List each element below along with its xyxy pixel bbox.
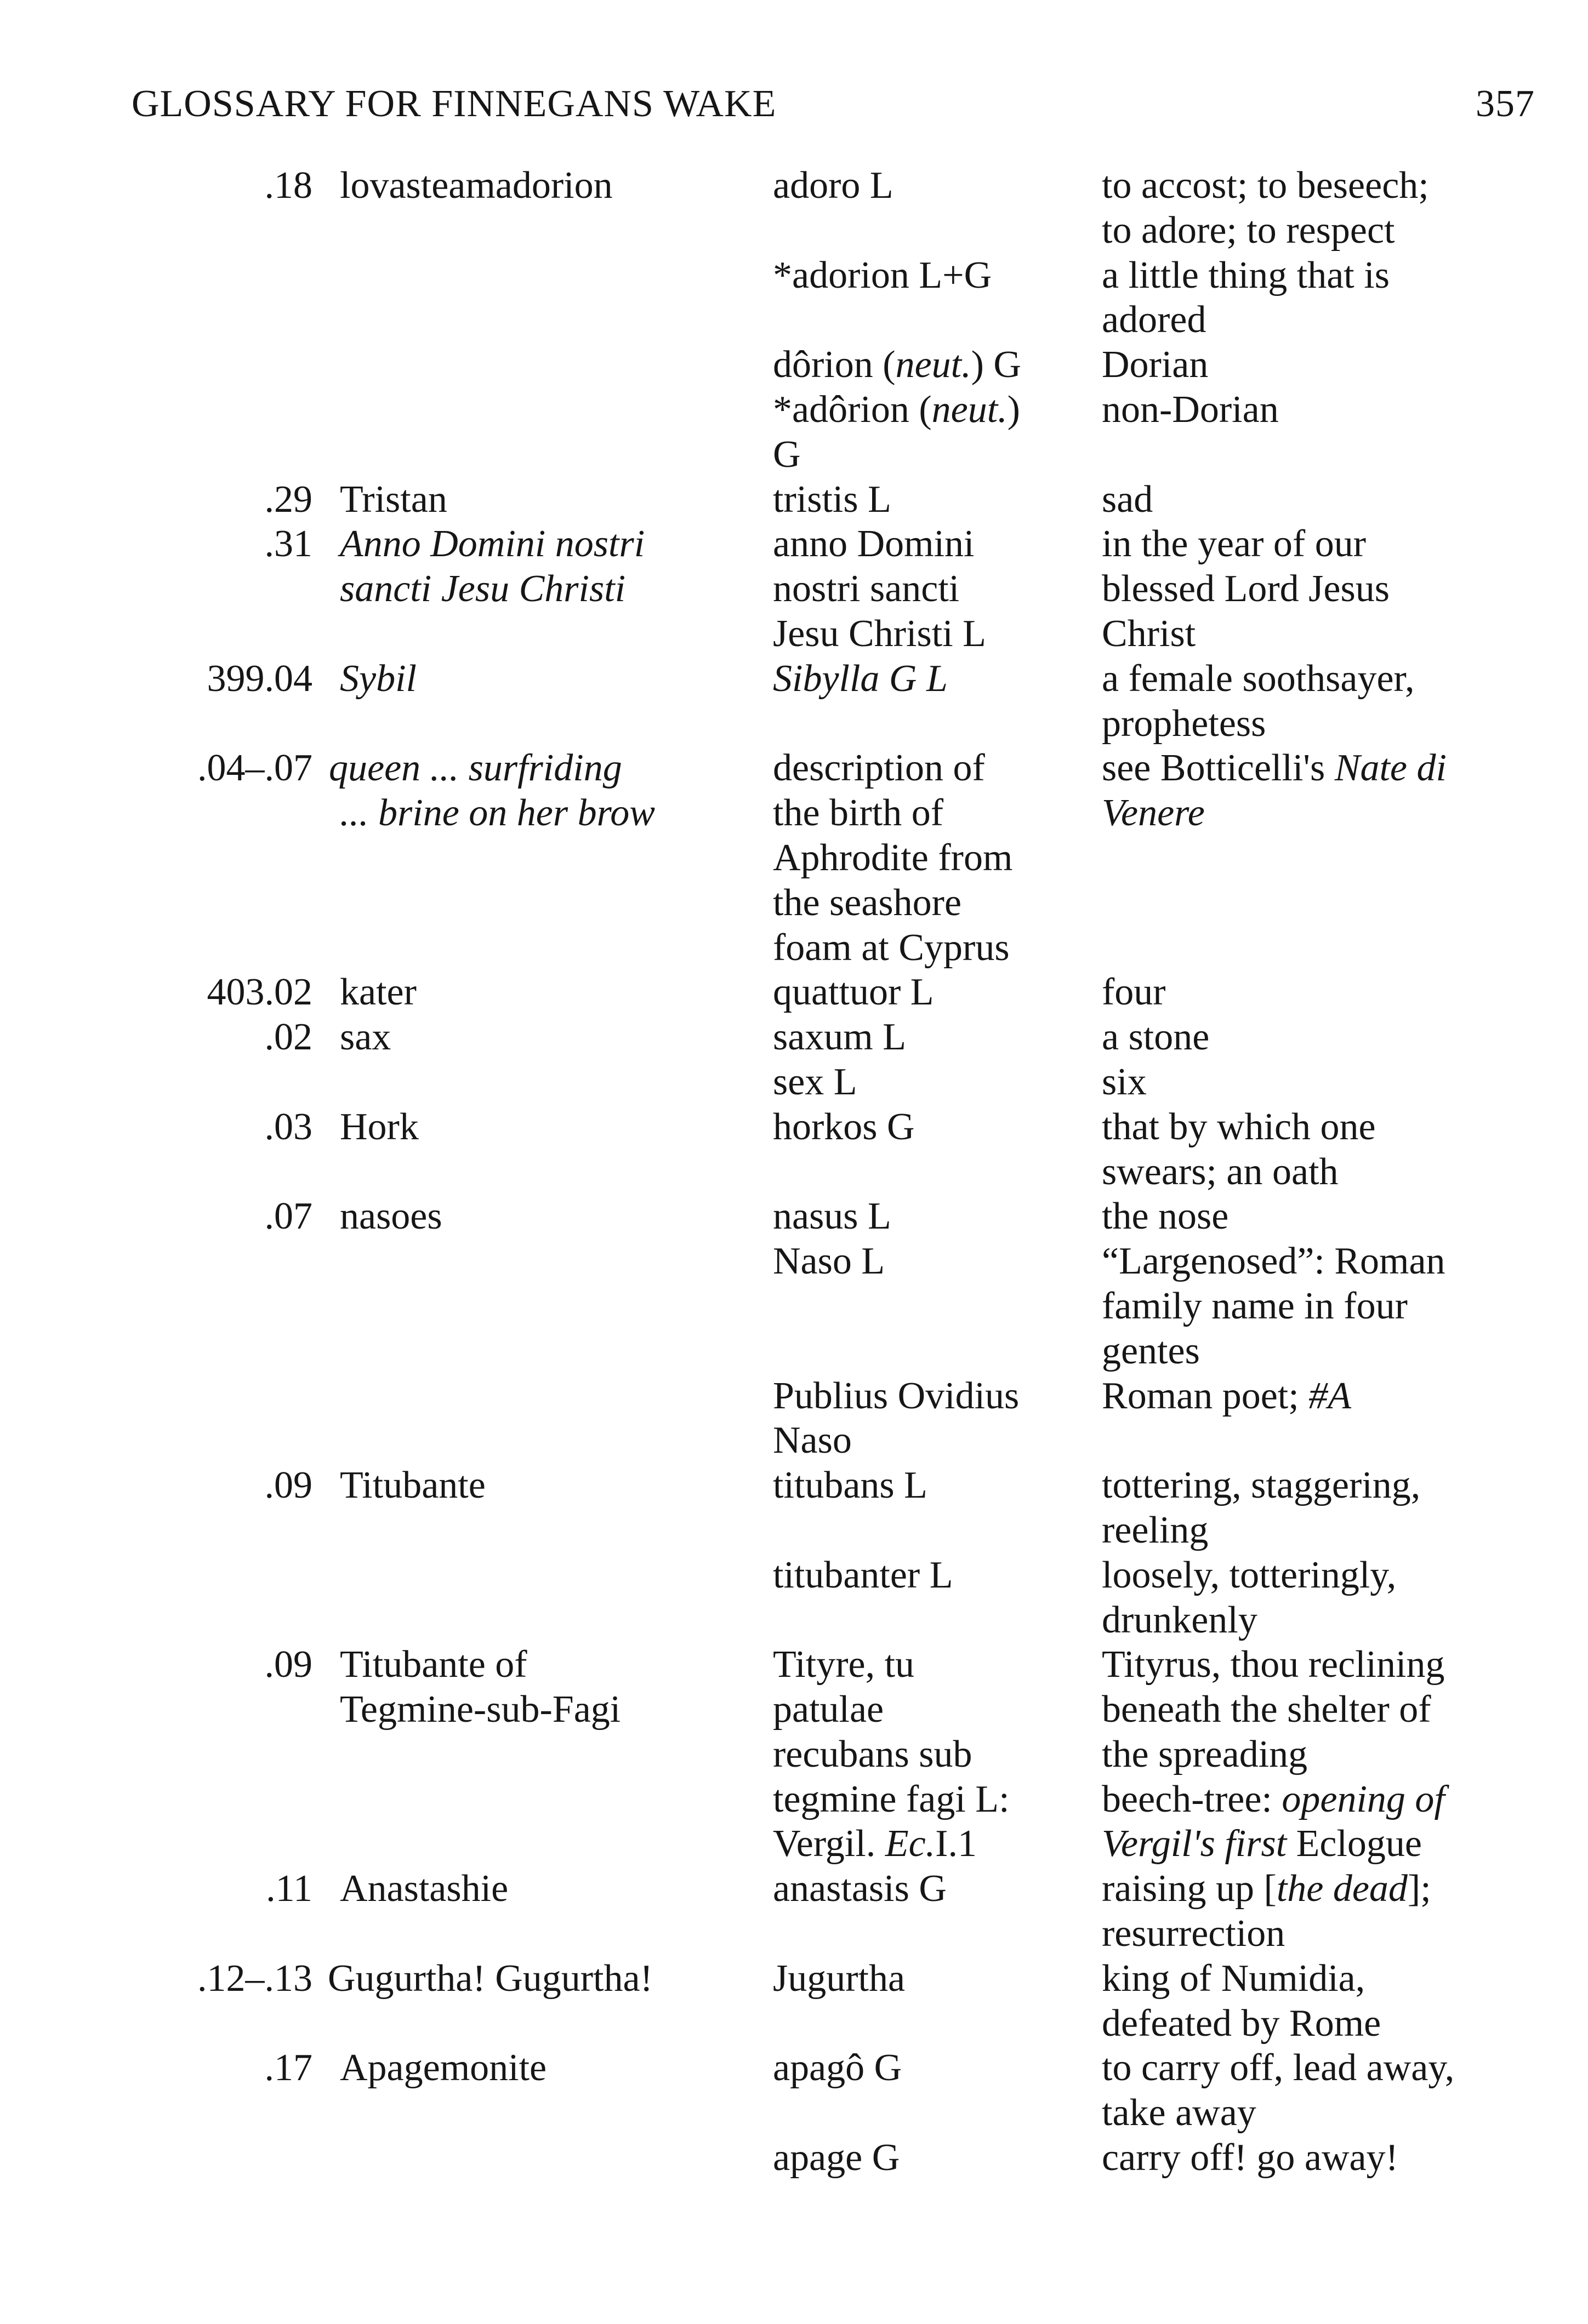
gloss [773, 1060, 1546, 1105]
gloss-source: apagô G [773, 2047, 902, 2089]
entry-reference: .18 [264, 164, 312, 207]
entry-reference: .31 [264, 523, 312, 566]
glossary-entry [110, 477, 1546, 522]
gloss-source: sex L [773, 1060, 857, 1103]
gloss-meaning: to accost; to beseech; to adore; to respect [1102, 164, 1429, 252]
gloss [773, 163, 1546, 253]
gloss-meaning: “Largenosed”: Roman family name in four gentes [1102, 1240, 1445, 1372]
gloss-meaning: in the year of our blessed Lord Jesus Christ [1102, 523, 1390, 655]
glossary-entry [110, 2046, 1546, 2180]
gloss-source: quattuor L [773, 971, 934, 1014]
gloss-source: titubanter L [773, 1554, 953, 1596]
gloss [773, 2135, 1546, 2180]
gloss-meaning: the nose [1102, 1195, 1229, 1238]
gloss-source: description of the birth of Aphrodite from the seashore foam at Cyprus [773, 747, 1013, 969]
gloss-source: nasus L [773, 1195, 891, 1238]
gloss-meaning: to carry off, lead away, take away [1102, 2047, 1455, 2134]
entry-glosses [773, 1866, 1546, 1956]
gloss [773, 1239, 1546, 1373]
entry-glosses [773, 2046, 1546, 2180]
gloss [773, 1553, 1546, 1643]
entry-reference: .12–.13 [197, 1957, 312, 2000]
entry-word: Apagemonite [340, 2047, 547, 2089]
gloss-source: dôrion (neut.) G [773, 344, 1021, 386]
gloss-meaning: see Botticelli's Nate di Venere [1102, 747, 1447, 835]
glossary-entry [110, 163, 1546, 477]
glossary-entries [110, 163, 1546, 2180]
entry-word: Hork [340, 1105, 419, 1148]
entry-reference: .04–.07 [197, 747, 312, 790]
entry-word: Sybil [340, 657, 417, 700]
gloss [773, 970, 1546, 1015]
entry-glosses [773, 1956, 1546, 2046]
gloss-source: Publius Ovidius Naso [773, 1374, 1020, 1462]
entry-reference: .02 [264, 1016, 312, 1059]
gloss [773, 1956, 1546, 2046]
gloss-meaning: four [1102, 971, 1166, 1014]
glossary-entry [110, 1642, 1546, 1866]
entry-word: Gugurtha! Gugurtha! [328, 1957, 653, 2000]
gloss [773, 1015, 1546, 1060]
gloss [773, 1463, 1546, 1553]
glossary-entry [110, 1956, 1546, 2046]
entry-reference: 403.02 [207, 971, 312, 1014]
gloss-source: titubans L [773, 1464, 927, 1507]
entry-glosses [773, 656, 1546, 746]
gloss-source: anno Domini nostri sancti Jesu Christi L [773, 523, 986, 655]
gloss-source: *adôrion (neut.) G [773, 388, 1020, 476]
gloss-meaning: Tityrus, thou reclining beneath the shelter of the spreading beech-tree: opening of Vergil's first Eclogue [1102, 1643, 1445, 1865]
entry-reference: .07 [264, 1195, 312, 1238]
gloss-meaning: that by which one swears; an oath [1102, 1105, 1376, 1193]
gloss [773, 2046, 1546, 2135]
glossary-entry [110, 656, 1546, 746]
entry-glosses [773, 746, 1546, 970]
gloss [773, 656, 1546, 746]
entry-word: nasoes [340, 1195, 442, 1238]
glossary-entry [110, 1015, 1546, 1105]
entry-reference: 399.04 [207, 657, 312, 700]
gloss-meaning: raising up [the dead]; resurrection [1102, 1868, 1431, 1955]
gloss-source: anastasis G [773, 1868, 947, 1910]
glossary-entry [110, 1105, 1546, 1195]
gloss-source: *adorion L+G [773, 254, 992, 296]
gloss-meaning: non-Dorian [1102, 388, 1279, 431]
entry-glosses [773, 1105, 1546, 1195]
gloss-source: adoro L [773, 164, 893, 207]
gloss-meaning: a little thing that is adored [1102, 254, 1390, 341]
entry-word: Anastashie [340, 1868, 509, 1910]
gloss [773, 522, 1546, 656]
gloss-source: tristis L [773, 478, 891, 521]
glossary-entry [110, 522, 1546, 656]
entry-glosses [773, 1194, 1546, 1463]
gloss-meaning: six [1102, 1060, 1147, 1103]
entry-word: sax [340, 1016, 391, 1059]
gloss-source: saxum L [773, 1016, 907, 1059]
gloss-source: Jugurtha [773, 1957, 906, 2000]
entry-reference: .09 [264, 1643, 312, 1686]
gloss [773, 1866, 1546, 1956]
glossary-entry [110, 1463, 1546, 1642]
entry-word: Anno Domini nostri sancti Jesu Christi [340, 523, 645, 610]
gloss-meaning: tottering, staggering, reeling [1102, 1464, 1421, 1551]
entry-word: Titubante of Tegmine-sub-Fagi [340, 1643, 621, 1731]
entry-word: Tristan [340, 478, 447, 521]
book-title: GLOSSARY FOR FINNEGANS WAKE [132, 83, 777, 125]
entry-glosses [773, 1642, 1546, 1866]
glossary-entry [110, 1194, 1546, 1463]
gloss-meaning: Roman poet; #A [1102, 1374, 1351, 1417]
gloss-source: apage G [773, 2137, 900, 2179]
gloss [773, 1194, 1546, 1239]
entry-glosses [773, 970, 1546, 1015]
entry-word: lovasteamadorion [340, 164, 613, 207]
entry-reference: .09 [264, 1464, 312, 1507]
entry-glosses [773, 477, 1546, 522]
glossary-entry [110, 746, 1546, 970]
gloss [773, 1374, 1546, 1464]
gloss-meaning: Dorian [1102, 344, 1209, 386]
gloss-source: Naso L [773, 1240, 885, 1283]
entry-glosses [773, 1015, 1546, 1105]
entry-reference: .29 [264, 478, 312, 521]
gloss-meaning: sad [1102, 478, 1153, 521]
glossary-entry [110, 970, 1546, 1015]
gloss-source: Sibylla G L [773, 657, 948, 700]
entry-word: Titubante [340, 1464, 486, 1507]
gloss [773, 477, 1546, 522]
gloss-source: horkos G [773, 1105, 915, 1148]
gloss [773, 387, 1546, 477]
gloss-meaning: carry off! go away! [1102, 2137, 1398, 2179]
entry-reference: .17 [264, 2047, 312, 2089]
gloss [773, 253, 1546, 343]
gloss [773, 1642, 1546, 1866]
gloss-meaning: a female soothsayer, prophetess [1102, 657, 1415, 745]
gloss [773, 746, 1546, 970]
gloss-meaning: loosely, totteringly, drunkenly [1102, 1554, 1397, 1641]
entry-glosses [773, 1463, 1546, 1642]
page-number: 357 [1476, 83, 1535, 125]
gloss [773, 1105, 1546, 1195]
glossary-entry [110, 1866, 1546, 1956]
entry-reference: .11 [266, 1868, 312, 1910]
entry-glosses [773, 163, 1546, 477]
entry-word: kater [340, 971, 417, 1014]
gloss [773, 342, 1546, 387]
gloss-meaning: king of Numidia, defeated by Rome [1102, 1957, 1381, 2045]
entry-word: queen ... surfriding ... brine on her brow [329, 747, 655, 835]
gloss-meaning: a stone [1102, 1016, 1210, 1059]
entry-reference: .03 [264, 1105, 312, 1148]
gloss-source: Tityre, tu patulae recubans sub tegmine fagi L: Vergil. Ec.I.1 [773, 1643, 1010, 1865]
entry-glosses [773, 522, 1546, 656]
